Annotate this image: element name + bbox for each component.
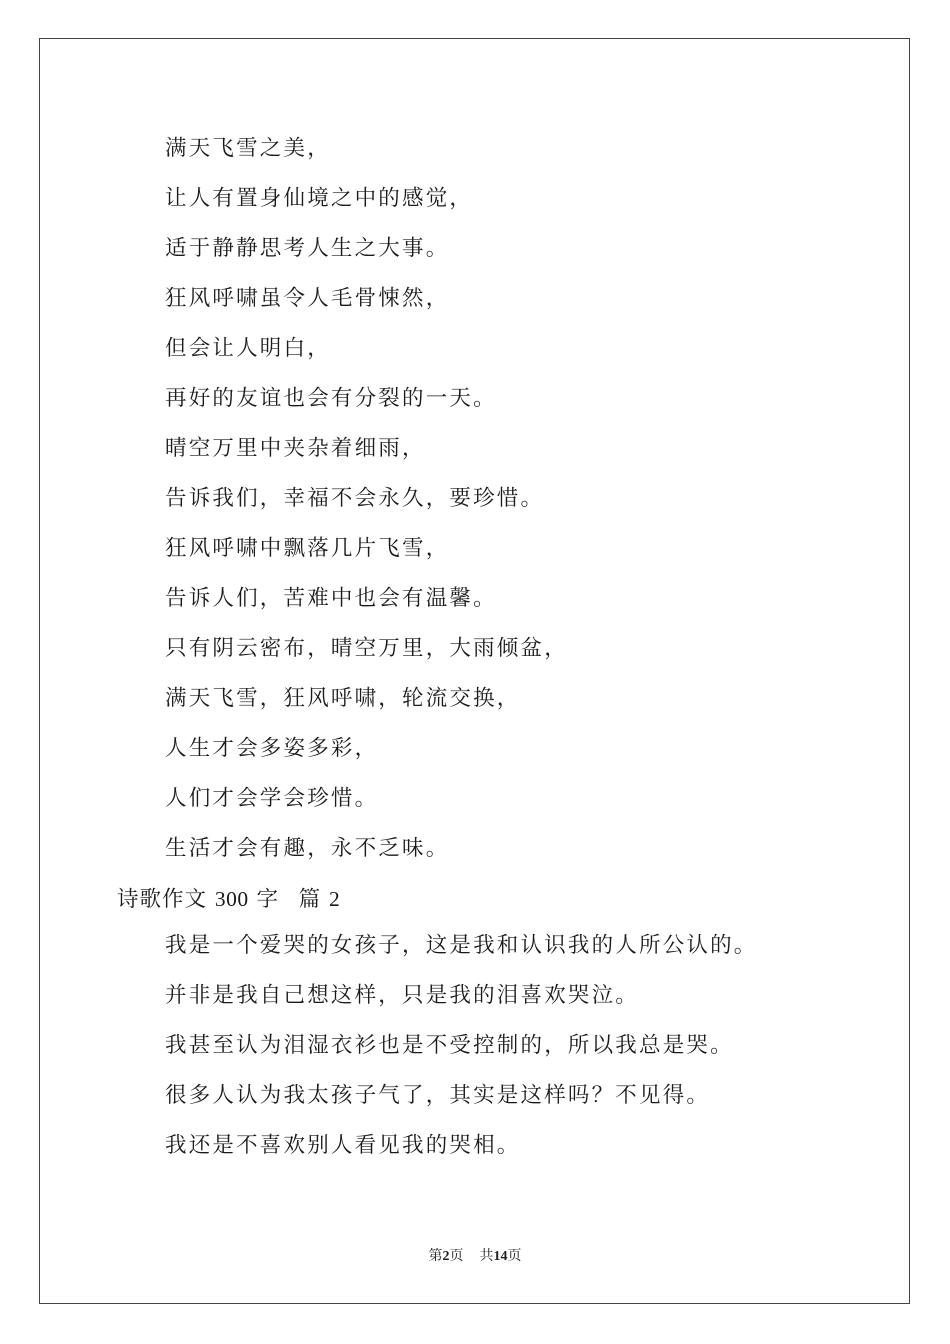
- poem-line: 但会让人明白，: [165, 336, 331, 361]
- poem-line: 满天飞雪，狂风呼啸，轮流交换，: [165, 686, 521, 711]
- poem-line: 狂风呼啸虽令人毛骨悚然，: [165, 286, 450, 311]
- footer-page-prefix: 第: [428, 1249, 443, 1264]
- poem-line: 满天飞雪之美，: [165, 136, 331, 161]
- essay-line: 并非是我自己想这样，只是我的泪喜欢哭泣。: [165, 983, 640, 1008]
- footer-page-suffix: 页: [449, 1249, 464, 1264]
- poem-line: 告诉我们，幸福不会永久，要珍惜。: [165, 486, 545, 511]
- essay-line: 我甚至认为泪湿衣衫也是不受控制的，所以我总是哭。: [165, 1033, 734, 1058]
- poem-line: 晴空万里中夹杂着细雨，: [165, 436, 426, 461]
- poem-line: 让人有置身仙境之中的感觉，: [165, 186, 474, 211]
- page-border: [39, 38, 910, 1304]
- essay-line: 我还是不喜欢别人看见我的哭相。: [165, 1133, 521, 1158]
- footer-total-pages: 14: [493, 1249, 508, 1264]
- poem-line: 适于静静思考人生之大事。: [165, 236, 450, 261]
- page-footer: [0, 1248, 950, 1266]
- heading-unit: 字: [256, 887, 279, 912]
- heading-part-number: 2: [329, 887, 341, 911]
- footer-current-page: 2: [442, 1249, 450, 1264]
- poem-line: 人们才会学会珍惜。: [165, 786, 379, 811]
- heading-title: 诗歌作文: [117, 887, 208, 912]
- essay-line: 我是一个爱哭的女孩子，这是我和认识我的人所公认的。: [165, 933, 758, 958]
- poem-line: 生活才会有趣，永不乏味。: [165, 836, 450, 861]
- poem-line: 只有阴云密布，晴空万里，大雨倾盆，: [165, 636, 568, 661]
- poem-line: 狂风呼啸中飘落几片飞雪，: [165, 536, 450, 561]
- heading-word-count: 300: [214, 887, 249, 911]
- heading-part-label: 篇: [298, 887, 322, 912]
- footer-total-prefix: 共: [479, 1249, 494, 1264]
- footer-total-suffix: 页: [507, 1249, 522, 1264]
- poem-line: 告诉人们，苦难中也会有温馨。: [165, 586, 497, 611]
- poem-line: 人生才会多姿多彩，: [165, 736, 379, 761]
- section-heading: [117, 884, 340, 915]
- essay-line: 很多人认为我太孩子气了，其实是这样吗？不见得。: [165, 1083, 711, 1108]
- poem-line: 再好的友谊也会有分裂的一天。: [165, 386, 497, 411]
